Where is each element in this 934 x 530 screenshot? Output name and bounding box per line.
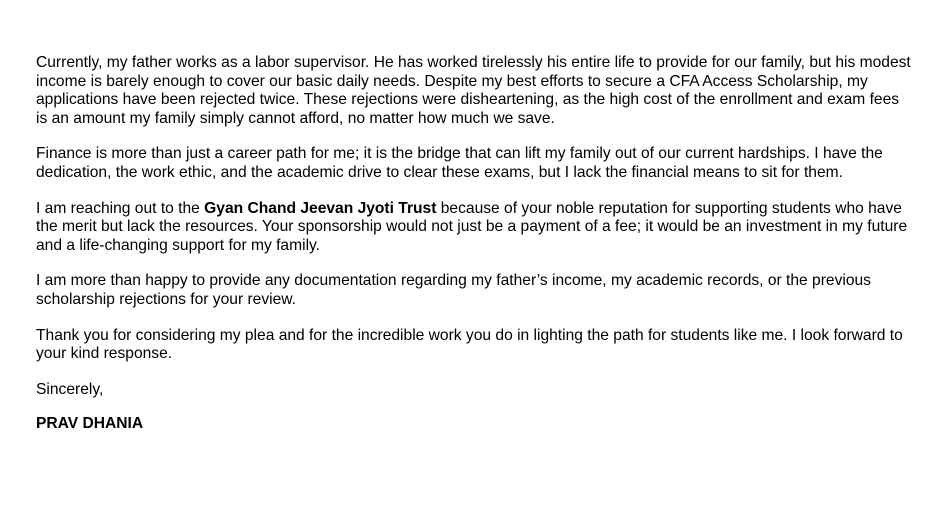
closing-salutation: Sincerely, (36, 380, 104, 398)
paragraph-finance-career: Finance is more than just a career path for me; it is the bridge that can lift my family out of our current hardships. I have the dedication, the work ethic, and the academic drive to clear these exams, but I lack the financial means to sit for them. (36, 145, 883, 181)
paragraph-trust-request (36, 200, 914, 256)
trust-name: Gyan Chand Jeevan Jyoti Trust (204, 199, 437, 217)
paragraph-documentation: I am more than happy to provide any documentation regarding my father’s income, my academic records, or the previous scholarship rejections for your review. (36, 272, 871, 308)
trust-intro-text: I am reaching out to the (36, 199, 205, 217)
trust-request-text: because of your noble reputation for supporting students who have the merit but lack the resources. Your sponsorship would not just be a payment of a fee; it would be an investment in my future and a life-changing support for my family. (36, 199, 908, 254)
paragraph-thank-you: Thank you for considering my plea and for the incredible work you do in lighting the path for students like me. I look forward to your kind response. (36, 326, 903, 363)
signature-name: PRAV DHANIA (36, 415, 144, 433)
paragraph-father-income: Currently, my father works as a labor supervisor. He has worked tirelessly his entire life to provide for our family, but his modest income is barely enough to cover our basic daily needs. Despite my best efforts to secure a CFA Access Scholarship, my applications have been rejected twice. These rejections were disheartening, as the high cost of the enrollment and exam fees is an amount my family simply cannot afford, no matter how much we save. (36, 54, 911, 127)
